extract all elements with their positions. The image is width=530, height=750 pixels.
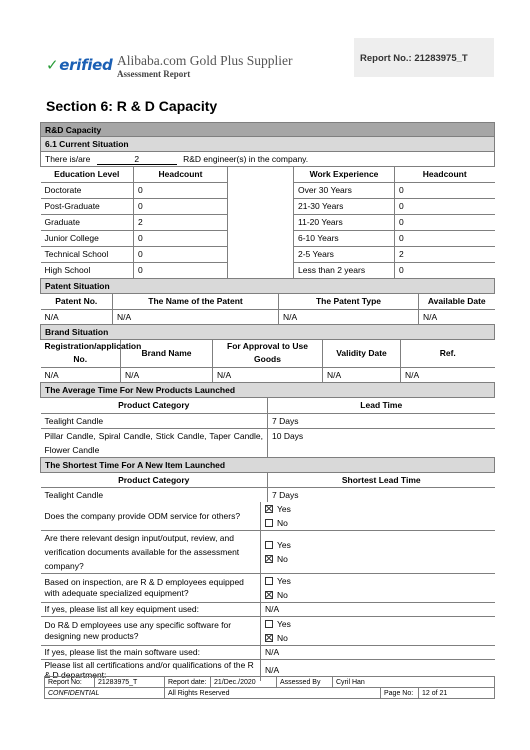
- work-experience-header: Work Experience: [294, 167, 395, 182]
- table-row: Tealight Candle 7 Days: [41, 488, 495, 502]
- page-number: 12 of 21: [419, 688, 495, 699]
- design-docs-no-checkbox[interactable]: [265, 555, 273, 563]
- shortest-time-header: The Shortest Time For A New Item Launched: [41, 457, 495, 472]
- odm-no-checkbox[interactable]: [265, 519, 273, 527]
- table-row: Post-Graduate 0 21-30 Years 0: [41, 198, 495, 214]
- confidential-label: CONFIDENTIAL: [45, 688, 165, 699]
- question-row: If yes, please list all key equipment used: N/A: [41, 602, 495, 616]
- shortest-time-table: Product Category Shortest Lead Time Tealight Candle 7 Days: [41, 473, 495, 502]
- software-yes-checkbox[interactable]: [265, 620, 273, 628]
- question-row: Does the company provide ODM service for others? Yes No: [41, 502, 495, 531]
- section-title: Section 6: R & D Capacity: [46, 98, 218, 114]
- rd-capacity-header: R&D Capacity: [41, 123, 495, 137]
- questions-table: [41, 502, 495, 682]
- table-row: N/A N/A N/A N/A: [41, 309, 495, 324]
- patent-situation-header: Patent Situation: [41, 279, 495, 294]
- table-row: Junior College 0 6-10 Years 0: [41, 230, 495, 246]
- software-no-checkbox[interactable]: [265, 634, 273, 642]
- rd-capacity-table: [40, 122, 495, 681]
- table-row: Pillar Candle, Spiral Candle, Stick Candle, Taper Candle, Flower Candle 10 Days: [41, 428, 495, 457]
- table-row: Technical School 0 2-5 Years 2: [41, 246, 495, 262]
- assessment-subtitle: Assessment Report: [117, 69, 191, 79]
- equipment-yes-checkbox[interactable]: [265, 577, 273, 585]
- engineer-count-line: There is/are 2 R&D engineer(s) in the company.: [41, 152, 495, 167]
- question-row: Based on inspection, are R & D employees equipped with adequate specialized equipment? Yes No: [41, 573, 495, 602]
- table-row: Doctorate 0 Over 30 Years 0: [41, 182, 495, 198]
- equipment-no-checkbox[interactable]: [265, 591, 273, 599]
- headcount-header-2: Headcount: [395, 167, 495, 182]
- odm-yes-checkbox[interactable]: [265, 505, 273, 513]
- average-time-header: The Average Time For New Products Launched: [41, 383, 495, 398]
- question-row: Are there relevant design input/output, review, and verification documents available for the assessment company? Yes No: [41, 530, 495, 573]
- page-footer: Report No: 21283975_T Report date: 21/Dec./2020 Assessed By Cyril Han CONFIDENTIAL All Rights Reserved Page No: 12 of 21: [44, 676, 495, 699]
- current-situation-header: 6.1 Current Situation: [41, 137, 495, 152]
- education-level-header: Education Level: [41, 167, 134, 182]
- supplier-title: Alibaba.com Gold Plus Supplier: [117, 53, 293, 68]
- question-row: Please list all certifications and/or qualifications of the R & D department: N/A: [41, 659, 495, 681]
- headcount-header: Headcount: [134, 167, 228, 182]
- engineer-count: 2: [97, 154, 177, 165]
- brand-situation-header: Brand Situation: [41, 325, 495, 340]
- table-row: N/A N/A N/A N/A N/A: [41, 367, 495, 382]
- education-experience-table: [41, 167, 495, 278]
- table-row: Graduate 2 11-20 Years 0: [41, 214, 495, 230]
- design-docs-yes-checkbox[interactable]: [265, 541, 273, 549]
- table-row: Tealight Candle 7 Days: [41, 413, 495, 428]
- question-row: If yes, please list the main software used: N/A: [41, 645, 495, 659]
- question-row: Do R& D employees use any specific software for designing new products? Yes No: [41, 616, 495, 645]
- table-row: High School 0 Less than 2 years 0: [41, 262, 495, 278]
- verified-logo: ✓erified: [46, 56, 113, 74]
- brand-table: Registration/application No. Brand Name For Approval to Use Goods Validity Date Ref. N/A N/A N/A N/A N/A: [41, 340, 495, 382]
- average-time-table: Product Category Lead Time Tealight Candle 7 Days Pillar Candle, Spiral Candle, Stick Candle, Taper Candle, Flower Candle 10 Days: [41, 398, 495, 457]
- patent-table: Patent No. The Name of the Patent The Patent Type Available Date N/A N/A N/A N/A: [41, 294, 495, 324]
- report-number-box: Report No.: 21283975_T: [354, 38, 494, 77]
- check-icon: ✓: [46, 56, 59, 74]
